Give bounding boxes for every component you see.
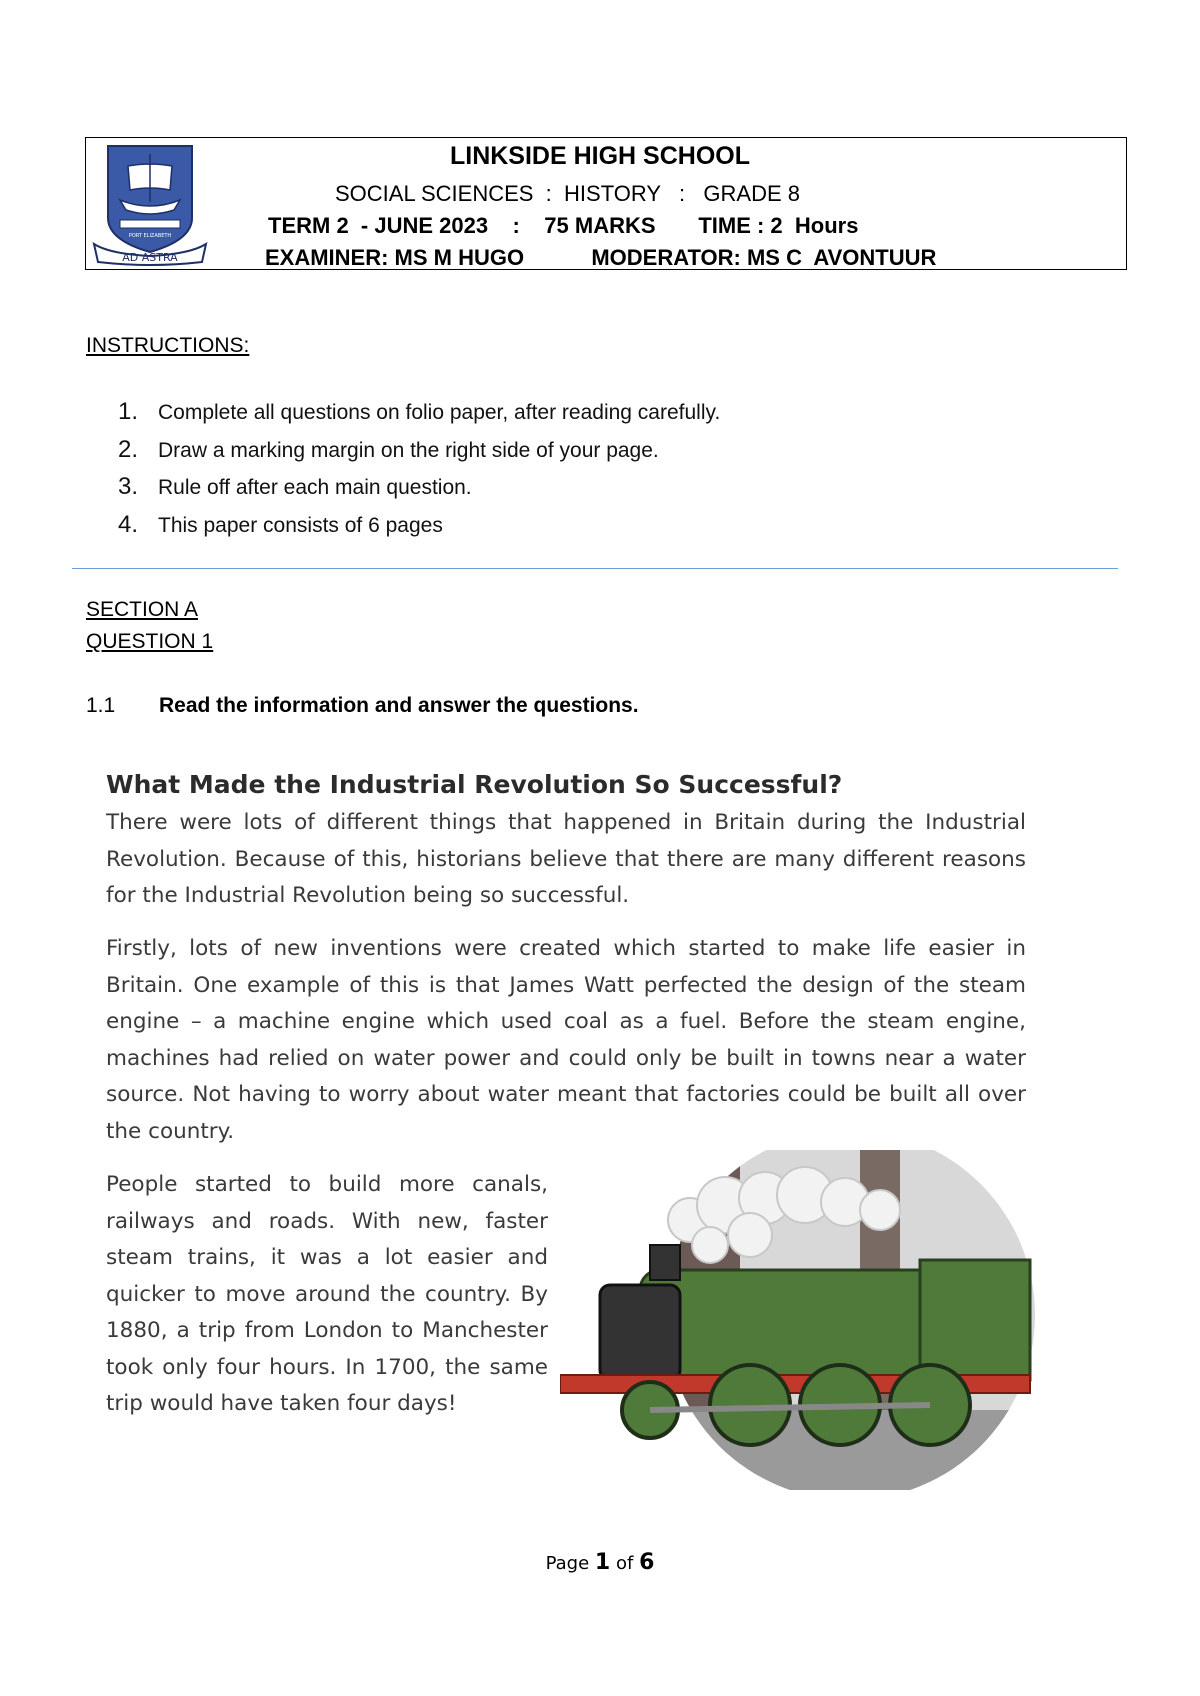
instructions-list (118, 398, 720, 548)
examiner-moderator-line: EXAMINER: MS M HUGO MODERATOR: MS C AVONTUUR (265, 245, 937, 270)
subject-line: SOCIAL SCIENCES : HISTORY : GRADE 8 (335, 181, 800, 206)
instruction-item (118, 473, 720, 511)
steam-train-illustration (560, 1150, 1060, 1490)
footer-of-word: of (615, 1553, 634, 1574)
footer-page-number: 1 (594, 1550, 611, 1575)
reading-paragraph-1: There were lots of different things that happened in Britain during the Industrial Revolution. Because of this, historians believe that there are many different reasons for the Industrial Revolution being so successful. (106, 810, 1026, 908)
page-footer (0, 1550, 1200, 1575)
instruction-text: Rule off after each main question. (158, 476, 472, 499)
instruction-item (118, 398, 720, 436)
instruction-text: Draw a marking margin on the right side of your page. (158, 438, 659, 462)
question-number: 1.1 (86, 694, 116, 717)
reading-title: What Made the Industrial Revolution So Successful? (106, 770, 843, 799)
instructions-heading: INSTRUCTIONS: (86, 334, 250, 357)
instruction-number: 1. (118, 398, 139, 425)
question-instruction: Read the information and answer the questions. (159, 694, 639, 717)
term-marks-time-line: TERM 2 - JUNE 2023 : 75 MARKS TIME : 2 Hours (268, 213, 859, 238)
instruction-text: This paper consists of 6 pages (158, 513, 443, 537)
section-divider (72, 568, 1118, 569)
reading-paragraph-3: People started to build more canals, railways and roads. With new, faster steam trains, it was a lot easier and quicker to move around the country. By 1880, a trip from London to Manchester took only four hours. In 1700, the same trip would have taken four days! (106, 1172, 548, 1416)
instruction-item (118, 436, 720, 474)
section-title: SECTION A (86, 598, 199, 621)
school-name: LINKSIDE HIGH SCHOOL (449, 142, 750, 170)
reading-paragraph-2: Firstly, lots of new inventions were created which started to make life easier in Britain. One example of this is that James Watt perfected the design of the steam engine – a machine engine which used coal as a fuel. Before the steam engine, machines had relied on water power and could only be built in towns near a water source. Not having to worry about water meant that factories could be built all over the country. (106, 936, 1026, 1144)
instruction-number: 2. (118, 435, 139, 463)
footer-page-word: Page (545, 1553, 590, 1574)
question-title: QUESTION 1 (86, 630, 214, 653)
instruction-number: 4. (118, 510, 139, 538)
crest-city-text: PORT ELIZABETH (128, 233, 172, 239)
footer-page-total: 6 (639, 1550, 655, 1575)
instruction-number: 3. (118, 473, 139, 500)
instruction-text: Complete all questions on folio paper, after reading carefully. (158, 401, 721, 424)
crest-motto-text: AD ASTRA (122, 251, 178, 264)
instruction-item (118, 511, 720, 549)
